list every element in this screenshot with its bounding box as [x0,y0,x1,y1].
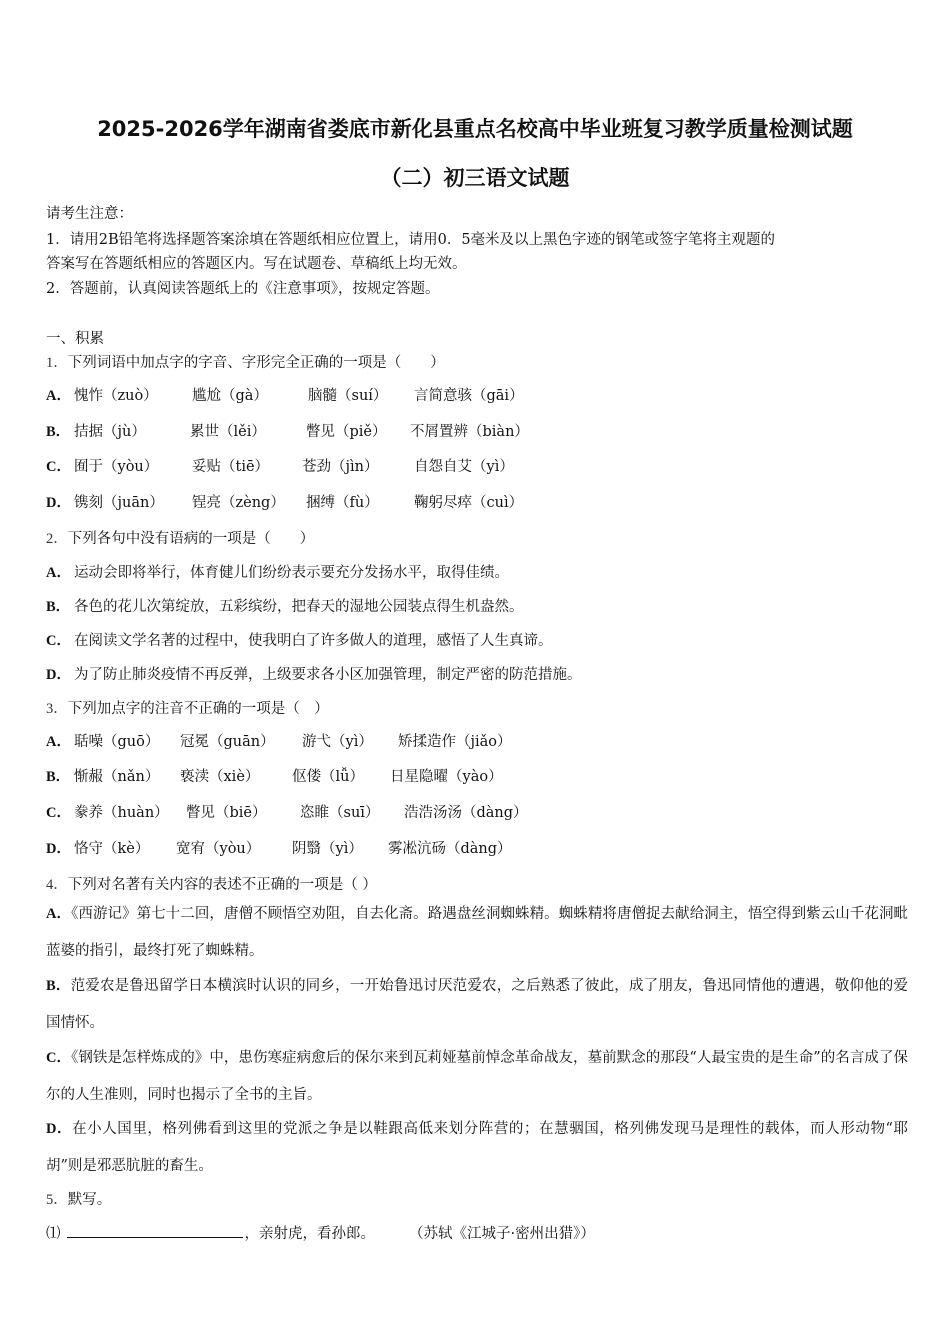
exam-title-line2: （二）初三语文试题 [380,166,570,190]
option-word: 聒噪（guō） [74,734,160,750]
q1-number: 1． [46,355,68,371]
q2-option-c[interactable] [46,629,553,650]
option-text: 在小人国里，格列佛看到这里的党派之争是以鞋跟高低来划分阵营的；在慧骃国，格列佛发现马是理性的载体，而人形动物“耶胡”则是邪恶肮脏的畜生。 [46,1121,908,1174]
option-word: 阴翳（yì） [292,841,363,857]
fill-in-blank[interactable] [67,1223,243,1238]
q5-item1-source: （苏轼《江城子·密州出猎》） [409,1226,595,1242]
option-label: C． [46,1050,72,1066]
option-text: 《西游记》第七十二回，唐僧不顾悟空劝阻，自去化斋。路遇盘丝洞蜘蛛精。蜘蛛精将唐僧捉去献给洞主，悟空得到紫云山千花洞毗蓝婆的指引，最终打死了蜘蛛精。 [46,906,908,959]
option-label: A． [46,565,71,581]
option-word: 苍劲（jìn） [302,459,379,475]
q2-stem [46,527,314,548]
option-word: 鞠躬尽瘁（cuì） [414,495,524,511]
option-word: 自怨自艾（yì） [414,459,514,475]
option-label: A． [46,388,71,404]
q4-stem-text: 下列对名著有关内容的表述不正确的一项是（ ） [67,877,377,893]
option-word: 尴尬（gà） [192,388,268,404]
notice-item1-line1: 1．请用2B铅笔将选择题答案涂填在答题纸相应位置上，请用0．5毫米及以上黑色字迹的钢笔或签字笔将主观题的 [46,232,776,248]
option-word: 囿于（yòu） [74,459,159,475]
q4-option-c[interactable] [46,1040,908,1114]
notice-heading: 请考生注意： [46,206,133,222]
option-label: B． [46,978,71,994]
q3-option-c[interactable] [46,801,528,822]
notice-item1-line2: 答案写在答题纸相应的答题区内。写在试题卷、草稿纸上均无效。 [46,256,467,272]
q5-item1-label: ⑴ [46,1226,61,1242]
q1-option-b[interactable] [46,420,529,441]
option-text: 范爱农是鲁迅留学日本横滨时认识的同乡，一开始鲁迅讨厌范爱农，之后熟悉了彼此，成了朋友，鲁迅同情他的遭遇，敬仰他的爱国情怀。 [46,978,908,1031]
option-word: 伛偻（lǚ） [292,769,364,785]
option-label: B． [46,599,71,615]
q1-option-a[interactable] [46,384,524,405]
q3-number: 3． [46,701,68,717]
option-word: 锃亮（zèng） [192,495,285,511]
option-label: B． [46,769,71,785]
option-text: 在阅读文学名著的过程中，使我明白了许多做人的道理，感悟了人生真谛。 [74,633,553,649]
option-word: 拮据（jù） [74,424,146,440]
q3-option-b[interactable] [46,765,503,786]
option-word: 豢养（huàn） [74,805,169,821]
option-word: 言简意骇（gāi） [414,388,524,404]
q1-stem [46,351,445,372]
q2-option-b[interactable] [46,595,524,616]
q4-option-b[interactable] [46,968,908,1042]
q3-option-a[interactable] [46,730,512,751]
option-label: C． [46,805,71,821]
q1-stem-text: 下列词语中加点字的字音、字形完全正确的一项是（ ） [67,355,445,371]
option-text: 运动会即将举行，体育健儿们纷纷表示要充分发扬水平，取得佳绩。 [74,565,509,581]
q4-stem [46,873,377,894]
q1-option-d[interactable] [46,491,523,512]
option-word: 捆缚（fù） [306,495,379,511]
q2-stem-text: 下列各句中没有语病的一项是（ ） [67,531,315,547]
option-label: D． [46,667,71,683]
q3-option-d[interactable] [46,837,512,858]
q2-option-a[interactable] [46,561,509,582]
option-word: 脑髓（suí） [308,388,388,404]
option-text: 各色的花儿次第绽放，五彩缤纷，把春天的湿地公园装点得生机盎然。 [74,599,524,615]
option-word: 镌刻（juān） [74,495,164,511]
option-word: 不屑置辨（biàn） [410,424,529,440]
q1-option-c[interactable] [46,455,514,476]
q4-option-a[interactable] [46,896,908,970]
q4-option-d[interactable] [46,1111,908,1185]
option-word: 恣睢（suī） [300,805,380,821]
option-label: D． [46,841,71,857]
q5-item1 [46,1222,595,1243]
option-word: 瞥见（piě） [306,424,387,440]
option-word: 雾凇沆砀（dàng） [388,841,512,857]
option-word: 宽宥（yòu） [176,841,261,857]
q5-stem [46,1188,111,1209]
option-word: 妥贴（tiē） [192,459,270,475]
q2-number: 2． [46,531,68,547]
option-label: D． [46,495,71,511]
option-word: 瞥见（biē） [186,805,267,821]
option-word: 冠冕（guān） [180,734,275,750]
q4-number: 4． [46,877,68,893]
option-word: 亵渎（xiè） [180,769,260,785]
q5-item1-text: ，亲射虎，看孙郎。 [244,1226,375,1242]
option-word: 矫揉造作（jiǎo） [398,734,512,750]
option-label: C． [46,459,71,475]
option-word: 惭赧（nǎn） [74,769,160,785]
q3-stem [46,697,329,718]
option-label: A． [46,734,71,750]
q2-option-d[interactable] [46,663,582,684]
option-word: 日星隐曜（yào） [390,769,503,785]
section1-heading: 一、积累 [46,331,104,347]
option-word: 愧怍（zuò） [74,388,158,404]
option-label: A． [46,906,72,922]
option-text: 为了防止肺炎疫情不再反弹，上级要求各小区加强管理，制定严密的防范措施。 [74,667,582,683]
exam-title-line1: 2025-2026学年湖南省娄底市新化县重点名校高中毕业班复习教学质量检测试题 [97,117,853,141]
option-word: 游弋（yì） [302,734,373,750]
q5-number: 5． [46,1192,68,1208]
option-word: 浩浩汤汤（dàng） [404,805,528,821]
q3-stem-text: 下列加点字的注音不正确的一项是（ ） [67,701,329,717]
option-label: C． [46,633,71,649]
option-label: D． [46,1121,73,1137]
option-label: B． [46,424,71,440]
option-word: 累世（lěi） [190,424,266,440]
option-word: 恪守（kè） [74,841,150,857]
notice-item2: 2．答题前，认真阅读答题纸上的《注意事项》，按规定答题。 [46,281,440,297]
q5-stem-text: 默写。 [67,1192,112,1208]
option-text: 《钢铁是怎样炼成的》中，患伤寒症病愈后的保尔来到瓦莉娅墓前悼念革命战友，墓前默念的那段“人最宝贵的是生命”的名言成了保尔的人生准则，同时也揭示了全书的主旨。 [46,1050,908,1103]
